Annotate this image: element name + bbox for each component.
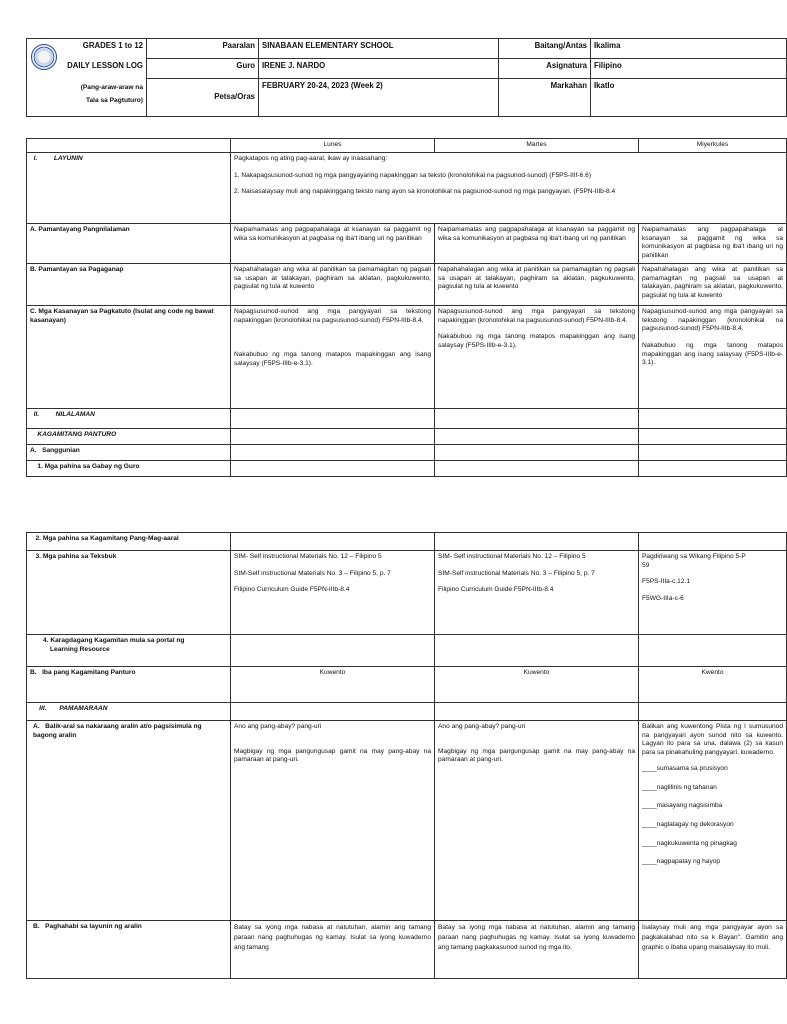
petsa-label: Petsa/Oras xyxy=(214,92,255,102)
kasanayan-tue-2: Nakabubuo ng mga tanong matapos mapakinggan ang isang salaysay (F5PS-IIIb-e-3.1). xyxy=(438,333,635,349)
paghahabi-label: Paghahabi sa layunin ng aralin xyxy=(45,923,142,930)
balik-mon-q2: Magbigay ng mga pangungusap gamit na may pang-abay na pamaraan at pang-uri. xyxy=(234,747,431,764)
layunin-intro: Pagkatapos ng ating pag-aaral, ikaw ay inaasahang: xyxy=(234,155,388,162)
guro-label: Guro xyxy=(236,61,255,70)
baitang-value: Ikalima xyxy=(594,41,621,50)
header-table xyxy=(26,38,787,117)
pagaganap-text-tue: Napahahalagan ang wika at panitikan sa pamamagitan ng pagsali sa usapan at talakayan, paghiram sa aklatan, pagkukuwento, pagsulat ng tula at kuwento xyxy=(438,265,635,291)
paaralan-label: Paaralan xyxy=(222,41,255,50)
paghahabi-num: B. xyxy=(33,923,40,930)
day-lunes: Lunes xyxy=(323,141,342,148)
baitang-label: Baitang/Antas xyxy=(534,41,587,50)
sanggunian-num: A. xyxy=(30,446,37,454)
layunin-num: I. xyxy=(33,155,38,162)
layunin-item-2: 2. Naisasalaysay muli ang napakinggang teksto nang ayon sa kronolohikal na pagsunod-sunod ng mga pangyayari. (F5PN-IIIb-8.4 xyxy=(234,188,616,196)
nilalaman-num: II. xyxy=(33,410,40,418)
balik-wed-item-6: ____nagpapatay ng hayop xyxy=(642,858,721,866)
kasanayan-label: C. Mga Kasanayan sa Pagkatuto (Isulat ang code ng bawat kasanayan) xyxy=(30,307,214,324)
log-title: DAILY LESSON LOG xyxy=(67,60,143,70)
pamamaraan-num: III. xyxy=(39,705,47,712)
balik-wed-item-4: ____naglalagay ng dekorasyon xyxy=(642,820,734,828)
kasanayan-tue-1: Napagsusunod-sunod ang mga pangyayari sa tekstong napakinggan (kronolohikal na pagsusunod-sunod) F5PN-IIIb-8.4. xyxy=(438,307,635,324)
teksbuk-tue-sim1: SIM- Self instructional Materials No. 12 – Filipino 5 xyxy=(438,553,586,560)
asignatura-label: Asignatura xyxy=(546,61,587,70)
teksbuk-label: 3. Mga pahina sa Teksbuk xyxy=(35,553,117,560)
pamantayang-text-mon: Naipamamalas ang pagpapahalaga at ksanayan sa paggamit ng wika sa komunikasyon at pagbasa ng iba't ibang uri ng panitikan xyxy=(234,226,431,242)
log-subtitle-1: (Pang-araw-araw na xyxy=(80,83,143,91)
lesson-table-part2 xyxy=(26,532,787,979)
paghahabi-mon: Batay sa iyong mga nabasa at natutuhan, alamin ang tamang paraan nang paghuhugas ng kamay. Isulat sa iyong kuwaderno ang tamang xyxy=(234,924,431,951)
balik-wed-item-2: ____naglilinis ng tahanan xyxy=(642,783,717,791)
teksbuk-wed-3: F5PS-IIIa-c.12.1 xyxy=(642,578,691,586)
pamantayang-text-tue: Naipamamalas ang pagpapahalaga at ksanayan sa paggamit ng wika sa komunikasyon at pagbasa ng iba't ibang uri ng panitikan xyxy=(438,226,635,242)
balik-wed-item-3: ____masayang nagsisimba xyxy=(642,802,723,810)
teksbuk-wed-4: F5WG-IIIa-c-6 xyxy=(642,595,684,603)
lesson-table-part1 xyxy=(26,138,787,477)
asignatura-value: Filipino xyxy=(594,61,622,70)
balik-tue-q2: Magbigay ng mga pangungusap gamit na may pang-abay na pamaraan at pang-uri. xyxy=(438,747,635,764)
kasanayan-mon-2: Nakabubuo ng mga tanong matapos mapakinggan ang isang salaysay (F5PS-IIIb-e-3.1). xyxy=(234,351,431,367)
kasanayan-wed-1: Napagsusunod-sunod ang mga pangyayari sa tekstong napakinggan (kronolohikal na pagsusunod-sunod) F5PN-IIIb-8.4. xyxy=(642,307,783,333)
sanggunian-label: Sanggunian xyxy=(42,446,80,454)
kuwento-tue: Kuwento xyxy=(523,669,550,676)
day-martes: Martes xyxy=(526,141,547,148)
teksbuk-tue-guide: Filipino Curriculum Guide F5PN-IIIb-8.4 xyxy=(438,586,554,594)
gabay-guro-label: 1. Mga pahina sa Gabay ng Guro xyxy=(37,462,140,470)
balik-aral-label: Balik-aral sa nakaraang aralin at/o pagsisimula ng bagong aralin xyxy=(33,723,202,739)
markahan-value: Ikatlo xyxy=(594,81,615,90)
balik-wed-item-5: ____nagkukuwenta ng pinagkag xyxy=(642,839,737,847)
teksbuk-mon-sim2: SIM-Self instructional Materials No. 3 – Filipino 5, p. 7 xyxy=(234,569,391,577)
teksbuk-mon-guide: Filipino Curriculum Guide F5PN-IIIb-8.4 xyxy=(234,586,350,594)
iba-pang-kagamitan-label: Iba pang Kagamitang Panturo xyxy=(42,669,136,676)
pamamaraan-heading: PAMAMARAAN xyxy=(59,705,108,712)
pamantayan-pagaganap-label: B. Pamantayan sa Pagaganap xyxy=(30,265,124,273)
paghahabi-wed: Isalaysay muli ang mga pangyayar ayon sa pagkakalahad nito sa k Bayan". Gamitin ang graphic o ibaba upang maisalaysay ito muli. xyxy=(642,924,783,951)
day-miyerkules: Miyerkules xyxy=(696,141,729,148)
kagamitang-panturo-heading: KAGAMITANG PANTURO xyxy=(37,430,117,438)
teksbuk-wed-1: Pagdiriwang sa Wikang Filipino 5-P xyxy=(642,553,746,560)
pamantayang-text-wed: Naipamamalas ang pagpapahalaga at ksanayan sa paggamit ng wika sa komunikasyon at pagbasa ng iba't ibang uri ng panitikan xyxy=(642,226,783,260)
nilalaman-heading: NILALAMAN xyxy=(55,410,95,418)
teksbuk-tue-sim2: SIM-Self instructional Materials No. 3 – Filipino 5, p. 7 xyxy=(438,569,595,577)
balik-wed-instructions: Balikan ang kuwentong Pista ng l sumusunod na pangyayari ayon sunod nito sa kuwento. Lagyan ito para sa una, dalawa (2) sa kasun para sa pinakahuling pangyayari. kuwaderno. xyxy=(642,723,783,757)
kuwento-mon: Kuwento xyxy=(319,669,346,676)
teksbuk-mon-sim1: SIM- Self instructional Materials No. 12 – Filipino 5 xyxy=(234,553,382,560)
pagaganap-text-wed: Napahahalagan ang wika at panitikan sa pamamagitan ng pagsali sa usapan at talakayan, paghiram sa aklatan, pagkukuwento, pagsulat ng tula at kuwento xyxy=(642,265,783,299)
paaralan-value: SINABAAN ELEMENTARY SCHOOL xyxy=(262,41,394,50)
portal-label-1: 4. Karagdagang Kagamitan mula sa portal ng xyxy=(43,637,185,644)
portal-label-2: Learning Resource xyxy=(50,645,110,653)
balik-mon-q1: Ano ang pang-abay? pang-uri xyxy=(234,723,322,730)
balik-wed-item-1: ____sumasama sa prusisyon xyxy=(642,764,728,772)
log-subtitle-2: Tala sa Pagtuturo) xyxy=(85,96,143,104)
balik-num: A. xyxy=(33,723,40,730)
layunin-heading: LAYUNIN xyxy=(53,155,83,162)
kasanayan-wed-2: Nakabubuo ng mga tanong matapos mapakinggan ang isang salaysay (F5PS-IIIb-e-3.1). xyxy=(642,341,783,367)
layunin-item-1: 1. Nakapagsusunod-sunod ng mga pangyayaring napakinggan sa teksto (kronolohikal na pagsunod-sunod) (F5PS-IIIf-6.6) xyxy=(234,171,592,179)
markahan-label: Markahan xyxy=(550,81,587,90)
paghahabi-tue: Batay sa iyong mga nabasa at natutuhan, alamin ang tamang paraan nang paghuhugas ng kamay. Isulat sa iyong kuwaderno ang tamang pagkakasunod sunod ng mga ito. xyxy=(438,924,635,951)
teksbuk-wed-2: 59 xyxy=(642,561,650,569)
petsa-value: FEBRUARY 20-24, 2023 (Week 2) xyxy=(262,81,383,90)
pamantayang-pangnilalaman-label: A. Pamantayang Pangnilalaman xyxy=(30,226,130,233)
pagaganap-text-mon: Napahahalagan ang wika at panitikan sa pamamagitan ng pagsali sa usapan at talakayan, paghiram sa aklatan, pagkukuwento, pagsulat ng tula at kuwento xyxy=(234,265,431,291)
iba-num: B. xyxy=(30,669,37,676)
balik-tue-q1: Ano ang pang-abay? pang-uri xyxy=(438,723,526,730)
pang-mag-aaral-label: 2. Mga pahina sa Kagamitang Pang-Mag-aaral xyxy=(35,535,179,542)
kasanayan-mon-1: Napagsusunod-sunod ang mga pangyayari sa tekstong napakinggan (kronolohikal na pagsusunod-sunod) F5PN-IIIb-8.4. xyxy=(234,307,431,324)
guro-value: IRENE J. NARDO xyxy=(262,61,326,70)
grades-title: GRADES 1 to 12 xyxy=(82,41,143,50)
kuwento-wed: Kwento xyxy=(701,669,724,676)
